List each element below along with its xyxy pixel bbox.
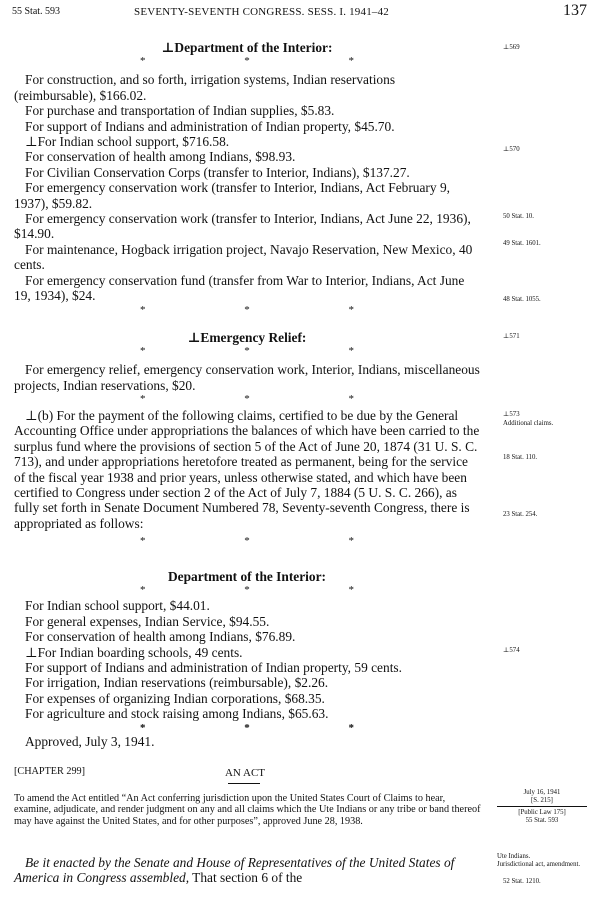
appropriation-item: For maintenance, Hogback irrigation project, Navajo Reservation, New Mexico, 40 cents. [14,241,473,273]
appropriation-item: For conservation of health among Indians, $98.93. [25,149,296,165]
enacting-clause [14,855,480,886]
appropriation-item: For Indian school support, $44.01. [25,598,210,614]
header-title: SEVENTY-SEVENTH CONGRESS. SESS. I. 1941–42 [134,6,390,18]
chapter-label: [CHAPTER 299] [14,766,86,777]
appropriation-item: For irrigation, Indian reservations (reimbursable), $2.26. [25,675,329,691]
section-emergency-relief [14,330,480,405]
section-interior-1 [14,40,480,316]
margin-bill: [S. 215] [531,797,553,804]
margin-rule [497,806,587,807]
margin-note: Jurisdictional act, amendment. [497,861,581,868]
margin-citation: 49 Stat. 1601. [503,240,541,247]
appropriation-item: For general expenses, Indian Service, $94.55. [25,613,270,629]
margin-citation: 55 Stat. 593 [525,817,559,824]
appropriation-item: For Civilian Conservation Corps (transfer to Interior, Indians), $137.27. [25,164,410,180]
ellipsis-stars: * * * [140,55,354,68]
approval-date: Approved, July 3, 1941. [25,733,155,749]
title-rule [228,783,260,784]
appropriation-item: For emergency conservation fund (transfer from War to Interior, Indians, Act June 19, 1934), $24. [14,272,465,304]
ellipsis-stars: * * * [140,584,354,597]
enacting-clause-italic: Be it enacted by the Senate and House of Representatives of the United States of America in Congress assembled, [14,855,455,886]
appropriation-item: For purchase and transportation of Indian supplies, $5.83. [25,103,335,119]
section-heading: ⊥Emergency Relief: [187,330,307,345]
appropriation-item: For conservation of health among Indians, $76.89. [25,629,296,645]
margin-note: Additional claims. [503,420,554,427]
margin-marker: ⊥571 [503,333,520,340]
ellipsis-stars: * * * [140,303,354,316]
header-citation: 55 Stat. 593 [12,6,61,17]
enacting-clause-text: That section 6 of the [189,870,303,886]
margin-marker: ⊥570 [503,146,520,153]
appropriation-item: For construction, and so forth, irrigation systems, Indian reservations (reimbursable), $166.02. [14,72,396,103]
appropriation-item: For support of Indians and administration of Indian property, 59 cents. [25,660,402,676]
appropriation-item: For emergency conservation work (transfer to Interior, Indians, Act June 22, 1936), $14.90. [14,211,471,242]
margin-citation: 48 Stat. 1055. [503,296,541,303]
margin-citation: 18 Stat. 110. [503,454,538,461]
margin-marker: ⊥573 [503,411,520,418]
margin-citation: 52 Stat. 1210. [503,878,541,885]
margin-marker: ⊥569 [503,44,520,51]
ellipsis-stars: * * * [140,393,354,406]
page-number: 137 [563,2,587,19]
ellipsis-stars: * * * [140,535,354,548]
margin-citation: 23 Stat. 254. [503,511,538,518]
appropriation-item: For emergency conservation work (transfer to Interior, Indians, Act February 9, 1937), $59.82. [14,180,450,211]
margin-date: July 16, 1941 [523,789,561,796]
appropriation-item: For support of Indians and administration of Indian property, $45.70. [25,118,395,134]
act-description-text: To amend the Act entitled “An Act conferring jurisdiction upon the United States Court of Claims to hear, examine, adjudicate, and render judgment on any and all claims which the Ute Indians or any tribe or band thereof may have against the United States, and for other purposes”, approved June 28, 1938. [14,793,481,827]
appropriation-item: ⊥For Indian school support, $716.58. [25,134,230,150]
section-heading: ⊥Department of the Interior: [161,40,333,55]
act-title: AN ACT [224,767,266,779]
ellipsis-stars: * * * [140,721,354,734]
appropriation-item: For emergency relief, emergency conservation work, Interior, Indians, miscellaneous projects, Indian reservations, $20. [14,362,480,393]
appropriation-item: ⊥For Indian boarding schools, 49 cents. [25,644,243,660]
appropriation-item: For agriculture and stock raising among Indians, $65.63. [25,706,329,722]
section-claims [14,408,480,547]
claims-paragraph: ⊥(b) For the payment of the following claims, certified to be due by the General Accounting Office under appropriations the balances of which have been carried to the surplus fund where the provisions of section 5 of the Act of June 20, 1874 (31 U. S. C. 713), and under appropriations heretofore treated as permanent, being for the service of the fiscal year 1938 and prior years, unless otherwise stated, and which have been certified to Congress under section 2 of the Act of July 7, 1884 (5 U. S. C. 266), as fully set forth in Senate Document Numbered 78, Seventy-seventh Congress, there is appropriated as follows: [14,408,480,531]
margin-public-law: [Public Law 175] [518,809,566,816]
margin-marker: ⊥574 [503,647,520,654]
section-interior-2 [14,569,480,749]
act-description [14,793,484,827]
margin-note: Ute Indians. [497,853,531,860]
margin-citation: 50 Stat. 10. [503,213,534,220]
section-heading: Department of the Interior: [167,569,327,584]
ellipsis-stars: * * * [140,345,354,358]
appropriation-item: For expenses of organizing Indian corporations, $68.35. [25,690,325,706]
